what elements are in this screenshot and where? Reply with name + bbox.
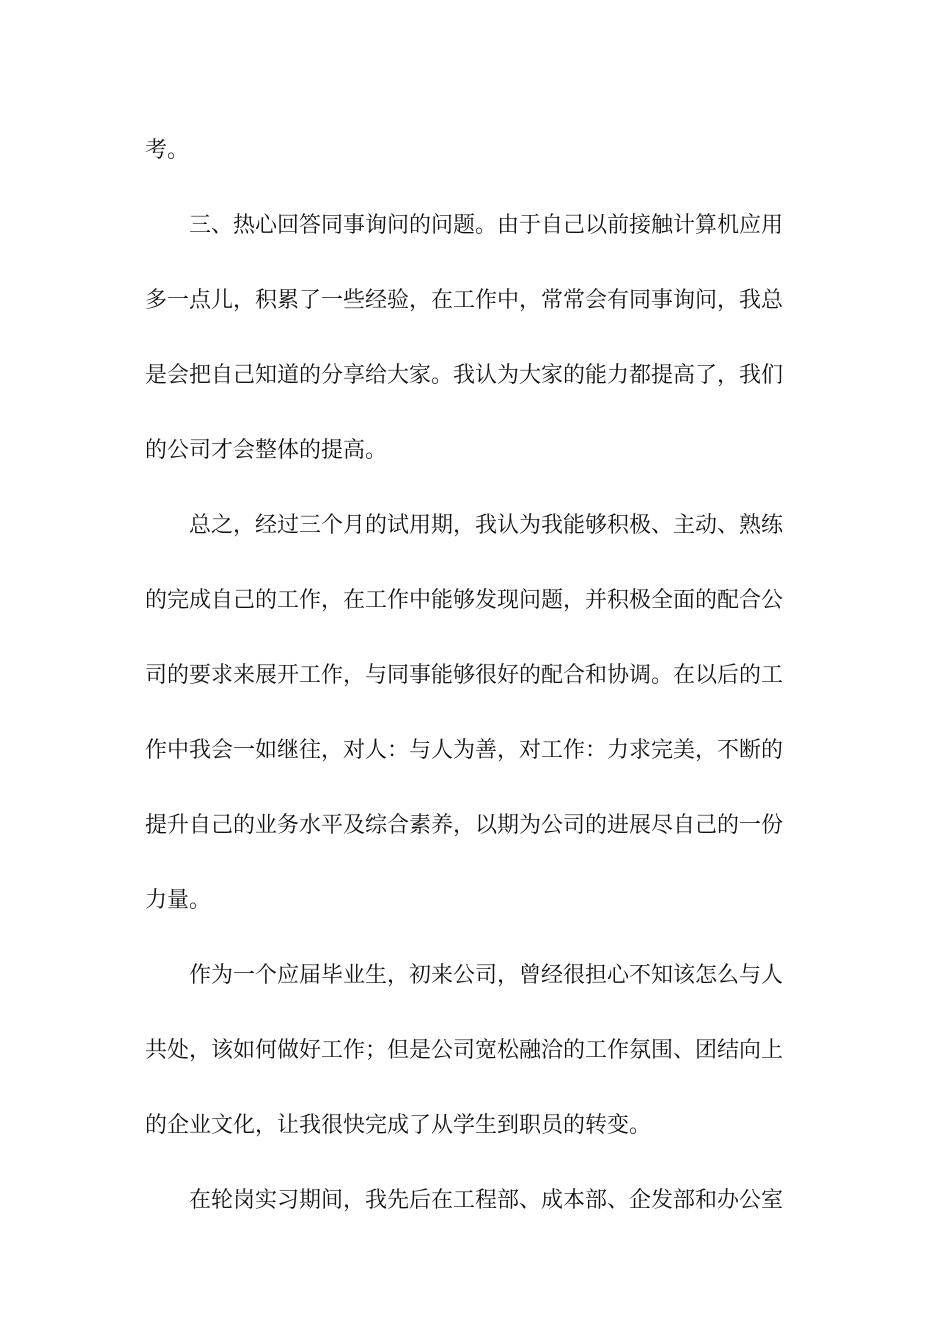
- text-line: 的企业文化，让我很快完成了从学生到职员的转变。: [145, 1113, 652, 1138]
- text-line: 的完成自己的工作，在工作中能够发现问题，并积极全面的配合公: [145, 588, 784, 613]
- paragraph-start-line: 作为一个应届毕业生，初来公司，曾经很担心不知该怎么与人: [189, 963, 784, 988]
- text-line: 多一点儿，积累了一些经验，在工作中，常常会有同事询问，我总: [145, 288, 784, 313]
- paragraph-start-line: 在轮岗实习期间，我先后在工程部、成本部、企发部和办公室: [189, 1188, 784, 1213]
- paragraph-start-line: 三、热心回答同事询问的问题。由于自己以前接触计算机应用: [189, 213, 784, 238]
- text-line: 司的要求来展开工作，与同事能够很好的配合和协调。在以后的工: [145, 663, 784, 688]
- text-line: 是会把自己知道的分享给大家。我认为大家的能力都提高了，我们: [145, 363, 784, 388]
- text-line: 的公司才会整体的提高。: [145, 438, 388, 463]
- text-line: 力量。: [145, 888, 212, 913]
- text-line: 共处，该如何做好工作；但是公司宽松融洽的工作氛围、团结向上: [145, 1038, 784, 1063]
- text-line: 考。: [145, 138, 190, 163]
- text-line: 提升自己的业务水平及综合素养，以期为公司的进展尽自己的一份: [145, 813, 784, 838]
- text-line: 作中我会一如继往，对人：与人为善，对工作：力求完美，不断的: [145, 738, 784, 763]
- paragraph-start-line: 总之，经过三个月的试用期，我认为我能够积极、主动、熟练: [189, 513, 784, 538]
